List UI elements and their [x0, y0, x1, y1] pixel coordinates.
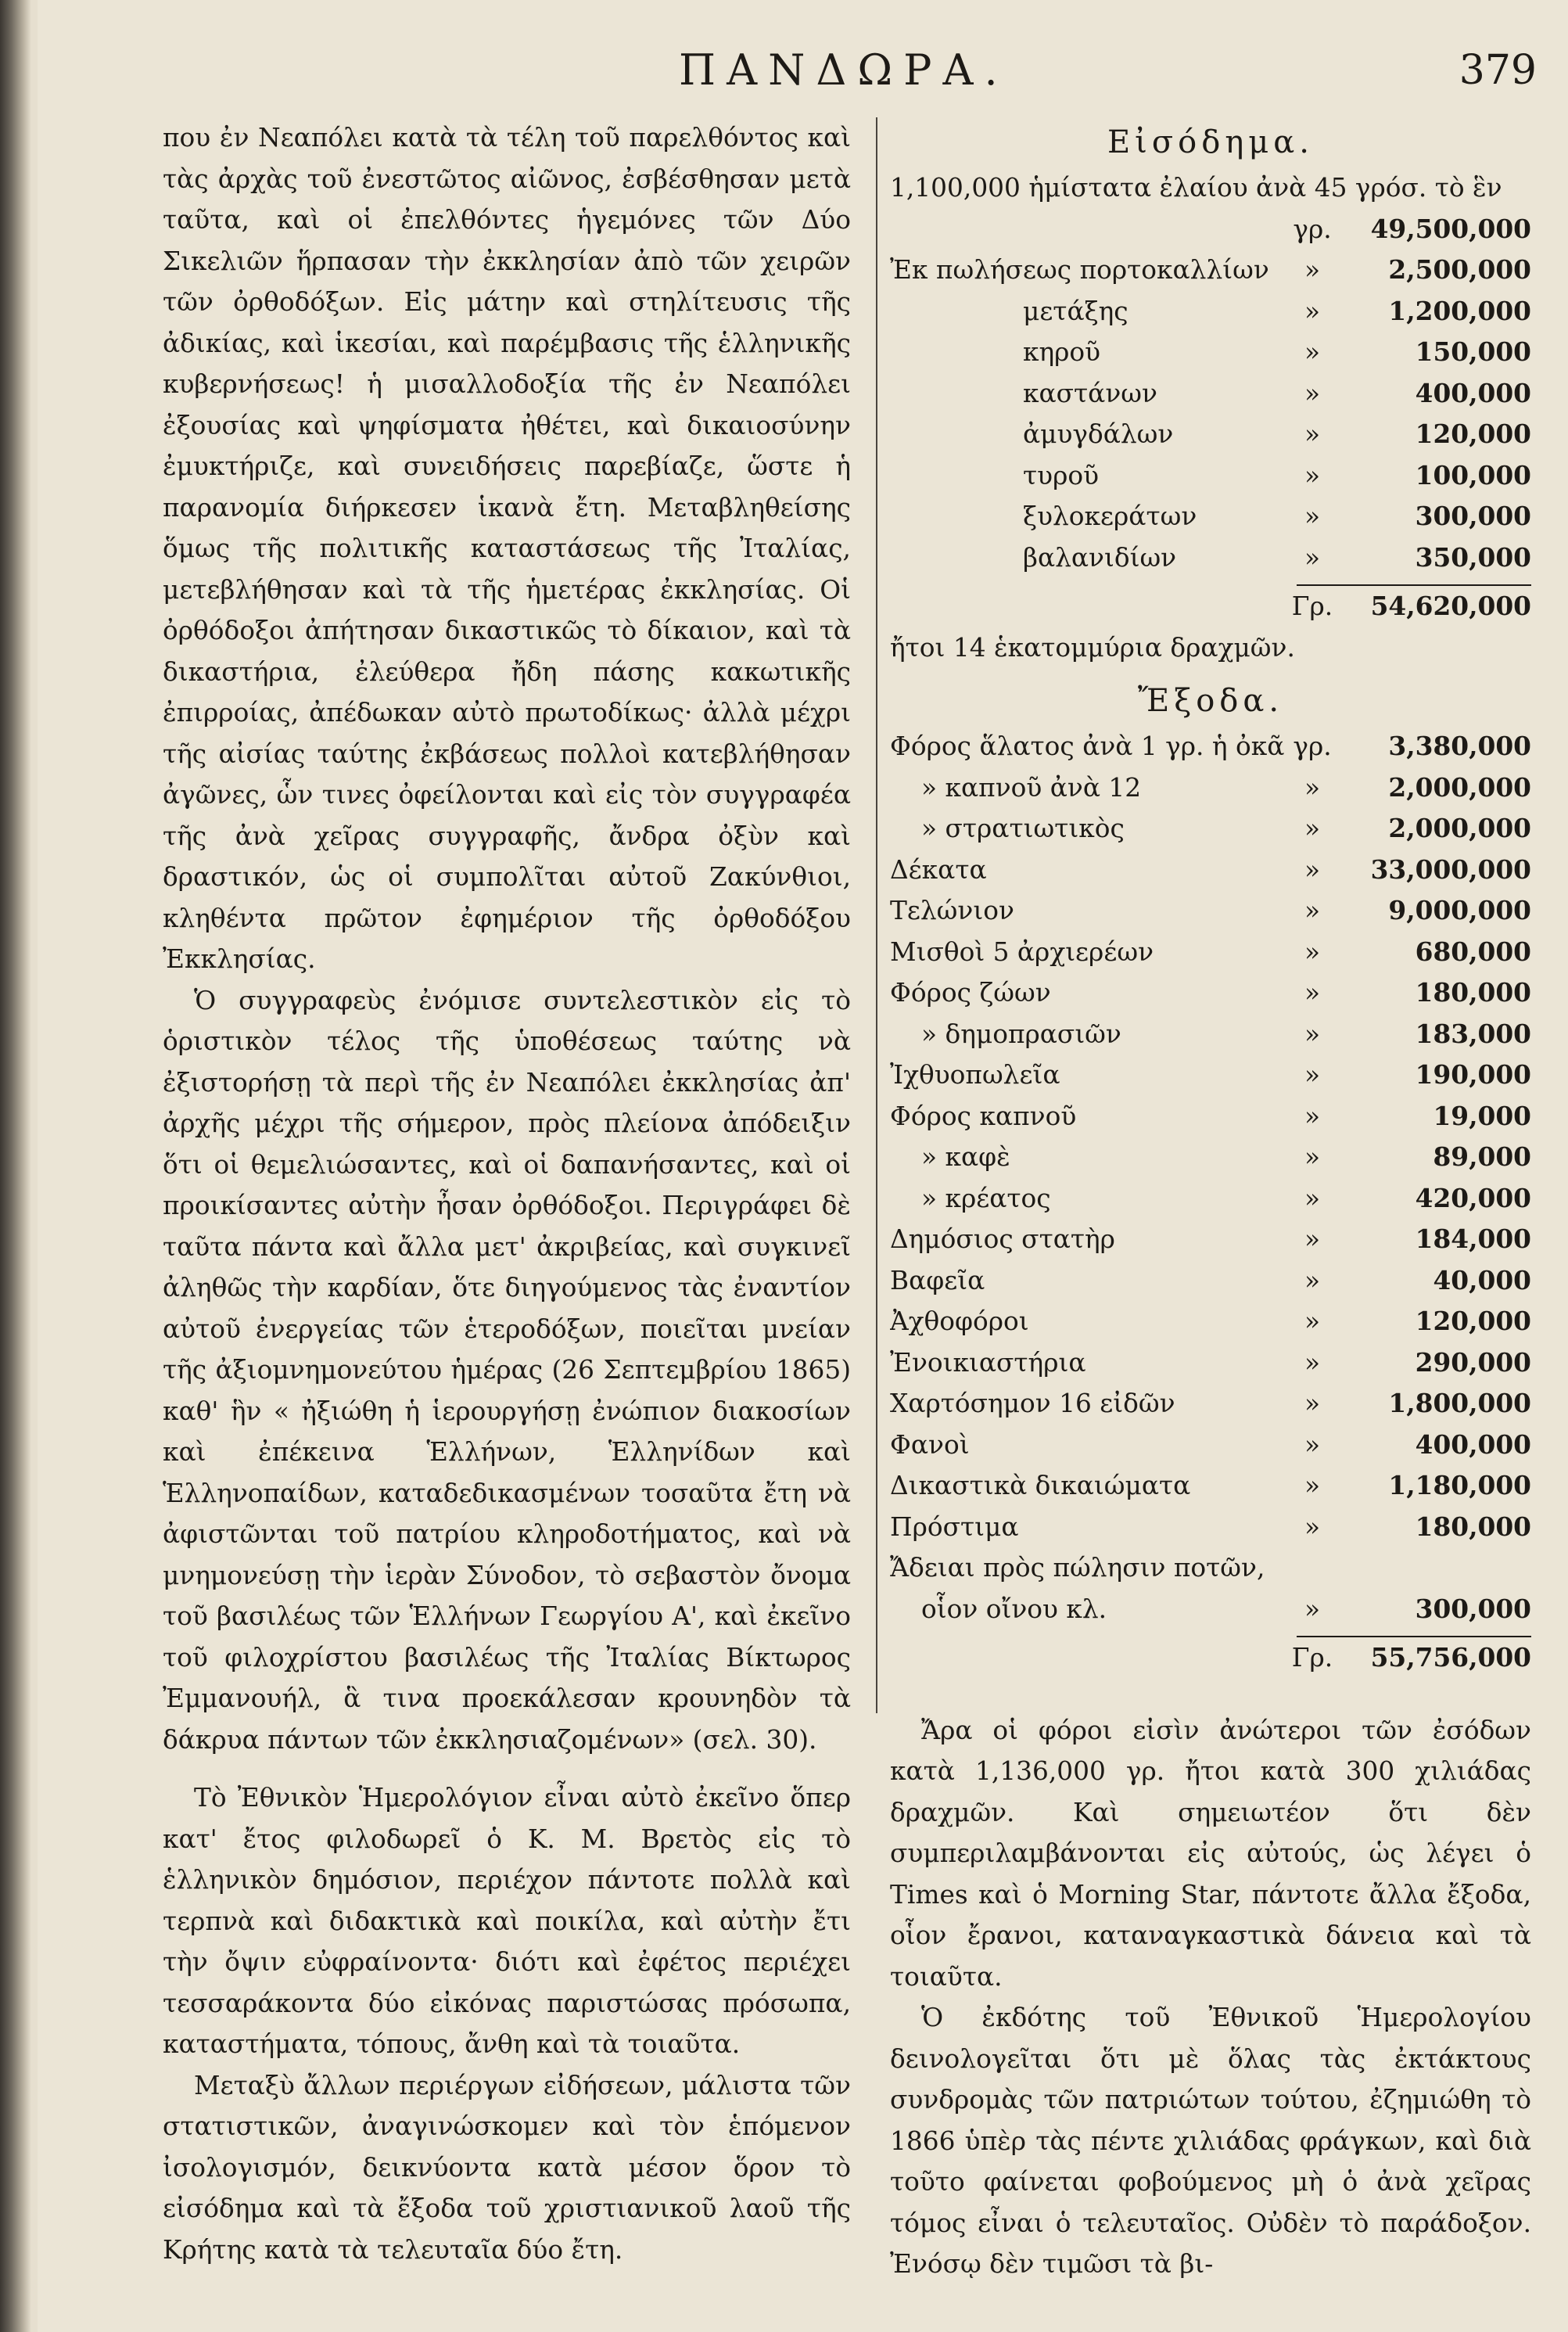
income-first-line: 1,100,000 ἡμίστατα ἐλαίου ἀνὰ 45 γρόσ. τὸ ἓν: [890, 173, 1502, 203]
expense-item-name: Φόρος ἅλατος ἀνὰ 1 γρ. ἡ ὀκᾶ: [890, 731, 1285, 761]
expense-row: [890, 1178, 1531, 1220]
expense-item-name: Δικαστικὰ δικαιώματα: [890, 1471, 1191, 1500]
expense-item-mark: »: [1304, 772, 1321, 803]
income-first-value-prefix: γρ.: [1293, 214, 1332, 244]
expense-item-value: 19,000: [1433, 1100, 1531, 1131]
income-list: [890, 250, 1531, 578]
income-item-value: 150,000: [1415, 336, 1531, 367]
expense-item-value: 183,000: [1415, 1018, 1531, 1049]
expenses-total-prefix: Γρ.: [1291, 1643, 1333, 1673]
expense-item-mark: »: [1304, 1101, 1321, 1131]
page-number: 379: [1459, 47, 1537, 94]
book-page: [38, 0, 1568, 2332]
income-total-row: [890, 586, 1531, 627]
left-paragraph-3: Τὸ Ἐθνικὸν Ἡμερολόγιον εἶναι αὐτὸ ἐκεῖνο ὅπερ κατ' ἔτος φιλοδωρεῖ ὁ Κ. Μ. Βρετὸς εἰς τὸ ἑλληνικὸν δημόσιον, περιέχον πάντοτε πολλὰ καὶ τερπνὰ καὶ διδακτικὰ καὶ ποικίλα, καὶ αὐτὴν ἔτι τὴν ὄψιν εὐφραίνοντα· διότι καὶ ἐφέτος περιέχει τεσσαράκοντα δύο εἰκόνας παριστώσας πρόσωπα, καταστήματα, τόπους, ἄνθη καὶ τὰ τοιαῦτα.: [163, 1783, 851, 2059]
income-row: [890, 496, 1531, 537]
expense-item-value: 120,000: [1415, 1306, 1531, 1336]
expense-row: [890, 1425, 1531, 1466]
income-item-mark: »: [1304, 296, 1321, 326]
income-item-name: τυροῦ: [1023, 460, 1100, 490]
right-column: [890, 117, 1531, 2285]
income-row: [890, 537, 1531, 579]
expense-item-mark: γρ.: [1293, 731, 1332, 761]
expense-item-name: Μισθοὶ 5 ἀρχιερέων: [890, 936, 1154, 967]
right-paragraph-2: Ὁ ἐκδότης τοῦ Ἐθνικοῦ Ἡμερολογίου δεινολογεῖται ὅτι μὲ ὅλας τὰς ἐκτάκτους συνδρομὰς τῶν πατριώτων τούτου, ἐζημιώθη τὸ 1866 ὑπὲρ τὰς πέντε χιλιάδας φράγκων, καὶ διὰ τοῦτο φαίνεται φοβούμενος μὴ ὁ ἀνὰ χεῖρας τόμος εἶναι ὁ τελευταῖος. Οὐδὲν τὸ παράδοξον. Ἐνόσῳ δὲν τιμῶσι τὰ βι-: [890, 2003, 1531, 2279]
expense-item-value: 89,000: [1433, 1141, 1531, 1172]
expense-item-name: Τελώνιον: [890, 896, 1014, 925]
income-item-name: κηροῦ: [1023, 337, 1101, 367]
expense-item-mark: »: [1304, 896, 1321, 925]
expense-item-name: » στρατιωτικὸς: [921, 814, 1125, 843]
expenses-total-row: [890, 1637, 1531, 1679]
income-item-name: ἀμυγδάλων: [1023, 419, 1174, 449]
income-title: Εἰσόδημα.: [1107, 124, 1315, 160]
expense-row: [890, 1507, 1531, 1548]
expense-item-mark: »: [1304, 1142, 1321, 1172]
expense-item-name: » κρέατος: [921, 1183, 1051, 1213]
income-row: [890, 414, 1531, 455]
expense-last-item-mark: »: [1304, 1594, 1321, 1624]
expense-item-mark: »: [1304, 1060, 1321, 1090]
right-text: [890, 1710, 1531, 2285]
expense-item-value: 290,000: [1415, 1346, 1531, 1378]
expenses-list: [890, 726, 1531, 1630]
expense-item-name: » καφὲ: [921, 1142, 1010, 1172]
expense-item-name: Δημόσιος στατὴρ: [890, 1224, 1115, 1254]
expense-row: [890, 1096, 1531, 1137]
expense-item-value: 180,000: [1415, 977, 1531, 1008]
expense-item-value: 190,000: [1415, 1059, 1531, 1090]
income-row: [890, 455, 1531, 497]
expenses-total: 55,756,000: [1370, 1642, 1531, 1673]
expense-row: [890, 808, 1531, 850]
expense-item-name: Ἀχθοφόροι: [890, 1306, 1029, 1336]
income-item-name: καστάνων: [1023, 378, 1157, 408]
income-row: [890, 250, 1531, 291]
income-first-value-row: [890, 209, 1531, 250]
income-total: 54,620,000: [1370, 591, 1531, 621]
income-item-value: 1,200,000: [1388, 295, 1531, 326]
expense-item-value: 33,000,000: [1370, 853, 1531, 885]
expense-item-value: 400,000: [1415, 1428, 1531, 1460]
expense-row: [890, 767, 1531, 809]
income-item-mark: »: [1304, 542, 1321, 573]
expense-last-item-line1: Ἄδειαι πρὸς πώλησιν ποτῶν,: [890, 1553, 1265, 1583]
income-item-mark: »: [1304, 255, 1321, 285]
expense-row: [890, 1383, 1531, 1425]
expense-item-name: Δέκατα: [890, 854, 987, 885]
journal-title: ΠΑΝΔΩΡΑ.: [679, 45, 1009, 95]
expense-item-value: 1,800,000: [1388, 1388, 1531, 1418]
income-row: [890, 332, 1531, 373]
income-item-name: βαλανιδίων: [1023, 542, 1177, 573]
expense-item-name: Ἐνοικιαστήρια: [890, 1347, 1086, 1378]
expenses-title: Ἔξοδα.: [1137, 683, 1284, 719]
expense-item-mark: »: [1304, 1019, 1321, 1049]
expense-row: [890, 1137, 1531, 1178]
expense-item-mark: »: [1304, 1183, 1321, 1213]
expense-item-mark: »: [1304, 1224, 1321, 1254]
left-paragraph-1: που ἐν Νεαπόλει κατὰ τὰ τέλη τοῦ παρελθόντος καὶ τὰς ἀρχὰς τοῦ ἐνεστῶτος αἰῶνος, ἐσβέσθησαν μετὰ ταῦτα, καὶ οἱ ἐπελθόντες ἡγεμόνες τῶν Δύο Σικελιῶν ἥρπασαν τὴν ἐκκλησίαν ἀπὸ τῶν χειρῶν τῶν ὀρθοδόξων. Εἰς μάτην καὶ στηλίτευσις τῆς ἀδικίας, καὶ ἱκεσίαι, καὶ παρέμβασις τῆς ἑλληνικῆς κυβερνήσεως! ἡ μισαλλοδοξία τῆς ἐν Νεαπόλει ἐξουσίας καὶ ψηφίσματα ἠθέτει, καὶ δικαιοσύνην ἐμυκτήριζε, καὶ συνειδήσεις παρεβίαζε, ὥστε ἡ παρανομία διήρκεσεν ἱκανὰ ἔτη. Μεταβληθείσης ὅμως τῆς πολιτικῆς καταστάσεως τῆς Ἰταλίας, μετεβλήθησαν καὶ τὰ τῆς ἡμετέρας ἐκκλησίας. Οἱ ὀρθόδοξοι ἀπήτησαν δικαστικῶς τὸ δίκαιον, καὶ τὰ δικαστήρια, ἐλεύθερα ἤδη πάσης κακωτικῆς ἐπιρροίας, ἀπέδωκαν αὐτὸ πρωτοδίκως· ἀλλὰ μέχρι τῆς αἰσίας ταύτης ἐκβάσεως πολλοὶ κατεβλήθησαν ἀγῶνες, ὧν τινες ὀφείλονται καὶ εἰς τὸν συγγραφέα τῆς ἀνὰ χεῖρας συγγραφῆς, ἄνδρα ὀξὺν καὶ δραστικόν, ὡς οἱ συμπολῖται αὐτοῦ Ζακύνθιοι, κληθέντα πρῶτον ἐφημέριον τῆς ὀρθοδόξου Ἐκκλησίας.: [163, 123, 851, 974]
expense-item-mark: »: [1304, 1511, 1321, 1542]
expense-item-value: 1,180,000: [1388, 1470, 1531, 1500]
expense-item-name: » δημοπρασιῶν: [921, 1019, 1121, 1049]
income-item-mark: »: [1304, 419, 1321, 449]
expense-item-mark: »: [1304, 1265, 1321, 1295]
expense-item-value: 9,000,000: [1388, 895, 1531, 925]
income-first-value: 49,500,000: [1370, 213, 1531, 244]
income-sale-label: Ἐκ πωλήσεως: [890, 255, 1072, 285]
right-paragraph-1: Ἄρα οἱ φόροι εἰσὶν ἀνώτεροι τῶν ἐσόδων κατὰ 1,136,000 γρ. ἤτοι κατὰ 300 χιλιάδας δραχμῶν. Καὶ σημειωτέον ὅτι δὲν συμπεριλαμβάνονται εἰς αὐτούς, ὡς λέγει ὁ Times καὶ ὁ Morning Star, πάντοτε ἄλλα ἔξοδα, οἷον ἔρανοι, καταναγκαστικὰ δάνεια καὶ τὰ τοιαῦτα.: [890, 1715, 1531, 1992]
expense-row: [890, 1465, 1531, 1507]
expense-row: [890, 850, 1531, 891]
expense-last-item-line2: οἷον οἴνου κλ.: [921, 1594, 1107, 1624]
left-column: [163, 117, 851, 2270]
expense-item-name: Φόρος ζώων: [890, 978, 1051, 1008]
expense-item-mark: »: [1304, 1429, 1321, 1460]
income-item-value: 100,000: [1415, 459, 1531, 490]
expense-item-name: Φανοὶ: [890, 1429, 970, 1460]
expense-item-mark: »: [1304, 936, 1321, 967]
expense-item-value: 184,000: [1415, 1223, 1531, 1254]
income-item-name: ξυλοκεράτων: [1023, 501, 1197, 531]
expense-item-name: » καπνοῦ ἀνὰ 12: [921, 772, 1142, 803]
expense-last-item-value: 300,000: [1415, 1593, 1531, 1624]
income-item-value: 400,000: [1415, 377, 1531, 408]
running-head: [38, 45, 1568, 100]
expense-item-mark: »: [1304, 1347, 1321, 1378]
income-item-mark: »: [1304, 337, 1321, 367]
expense-item-value: 680,000: [1415, 936, 1531, 967]
expense-item-value: 2,000,000: [1388, 771, 1531, 803]
expense-item-value: 3,380,000: [1388, 731, 1531, 761]
expense-row: [890, 1260, 1531, 1302]
income-item-mark: »: [1304, 460, 1321, 490]
expense-item-name: Φόρος καπνοῦ: [890, 1101, 1077, 1131]
left-paragraph-4: Μεταξὺ ἄλλων περιέργων εἰδήσεων, μάλιστα τῶν στατιστικῶν, ἀναγινώσκομεν καὶ τὸν ἑπόμενον ἰσολογισμόν, δεικνύοντα κατὰ μέσον ὅρον τὸ εἰσόδημα καὶ τὰ ἔξοδα τοῦ χριστιανικοῦ λαοῦ τῆς Κρήτης κατὰ τὰ τελευταῖα δύο ἔτη.: [163, 2070, 851, 2265]
income-item-value: 350,000: [1415, 541, 1531, 573]
expense-item-value: 40,000: [1433, 1264, 1531, 1295]
expense-row: [890, 726, 1531, 767]
income-item-value: 2,500,000: [1388, 254, 1531, 285]
expense-item-mark: »: [1304, 1471, 1321, 1500]
expense-item-value: 180,000: [1415, 1511, 1531, 1542]
expense-item-mark: »: [1304, 1306, 1321, 1336]
expense-row: [890, 1014, 1531, 1055]
expense-item-mark: »: [1304, 1389, 1321, 1418]
expense-item-mark: »: [1304, 978, 1321, 1008]
income-row: [890, 373, 1531, 415]
expense-item-value: 420,000: [1415, 1182, 1531, 1213]
income-item-name: πορτοκαλλίων: [1079, 255, 1269, 285]
expense-row: [890, 1055, 1531, 1096]
expense-item-mark: »: [1304, 854, 1321, 885]
column-divider: [876, 117, 877, 1713]
expense-row: [890, 890, 1531, 932]
income-item-mark: »: [1304, 501, 1321, 531]
left-paragraph-2: Ὁ συγγραφεὺς ἐνόμισε συντελεστικὸν εἰς τὸ ὁριστικὸν τέλος τῆς ὑποθέσεως ταύτης νὰ ἐξιστορήσῃ τὰ περὶ τῆς ἐν Νεαπόλει ἐκκλησίας ἀπ' ἀρχῆς μέχρι τῆς σήμερον, πρὸς πλείονα ἀπόδειξιν ὅτι οἱ θεμελιώσαντες, καὶ οἱ δαπανήσαντες, καὶ οἱ προικίσαντες αὐτὴν ἦσαν ὀρθόδοξοι. Περιγράφει δὲ ταῦτα πάντα καὶ ἄλλα μετ' ἀκριβείας, καὶ συγκινεῖ ἀληθῶς τὴν καρδίαν, ὅτε διηγούμενος τὰς ἐναντίον αὐτοῦ ἐνεργείας τῶν ἑτεροδόξων, ποιεῖται μνείαν τῆς ἀξιομνημονεύτου ἡμέρας (26 Σεπτεμβρίου 1865) καθ' ἣν « ἠξιώθη ἡ ἱερουργήσῃ ἐνώπιον διακοσίων καὶ ἐπέκεινα Ἑλλήνων, Ἑλληνίδων καὶ Ἑλληνοπαίδων, καταδεδικασμένων τοσαῦτα ἔτη νὰ ἀφιστῶνται τοῦ πατρίου κληροδοτήματος, καὶ νὰ μνημονεύσῃ τὴν ἱερὰν Σύνοδον, τὸ σεβαστὸν ὄνομα τοῦ βασιλέως τῶν Ἑλλήνων Γεωργίου Α', καὶ ἐκεῖνο τοῦ φιλοχρίστου βασιλέως τῆς Ἰταλίας Βίκτωρος Ἐμμανουήλ, ἃ τινα προεκάλεσαν κρουνηδὸν τὰ δάκρυα πάντων τῶν ἐκκλησιαζομένων» (σελ. 30).: [163, 985, 851, 1755]
expense-item-value: 2,000,000: [1388, 813, 1531, 843]
expense-item-name: Βαφεῖα: [890, 1265, 985, 1295]
expense-item-name: Χαρτόσημον 16 εἰδῶν: [890, 1389, 1175, 1418]
income-item-mark: »: [1304, 378, 1321, 408]
book-binding-edge: [0, 0, 31, 2332]
expense-row: [890, 972, 1531, 1014]
expense-row: [890, 1301, 1531, 1342]
expense-row: [890, 932, 1531, 973]
expense-item-name: Ἰχθυοπωλεῖα: [890, 1060, 1060, 1090]
income-item-name: μετάξης: [1023, 296, 1128, 326]
income-item-value: 120,000: [1415, 419, 1531, 449]
expense-row: [890, 1342, 1531, 1384]
expense-row: [890, 1219, 1531, 1260]
expense-item-mark: »: [1304, 814, 1321, 843]
expense-item-name: Πρόστιμα: [890, 1511, 1019, 1542]
income-note: ἤτοι 14 ἑκατομμύρια δραχμῶν.: [890, 632, 1295, 663]
income-total-prefix: Γρ.: [1291, 591, 1333, 621]
expense-row: [890, 1589, 1531, 1630]
income-item-value: 300,000: [1415, 501, 1531, 531]
income-row: [890, 291, 1531, 332]
